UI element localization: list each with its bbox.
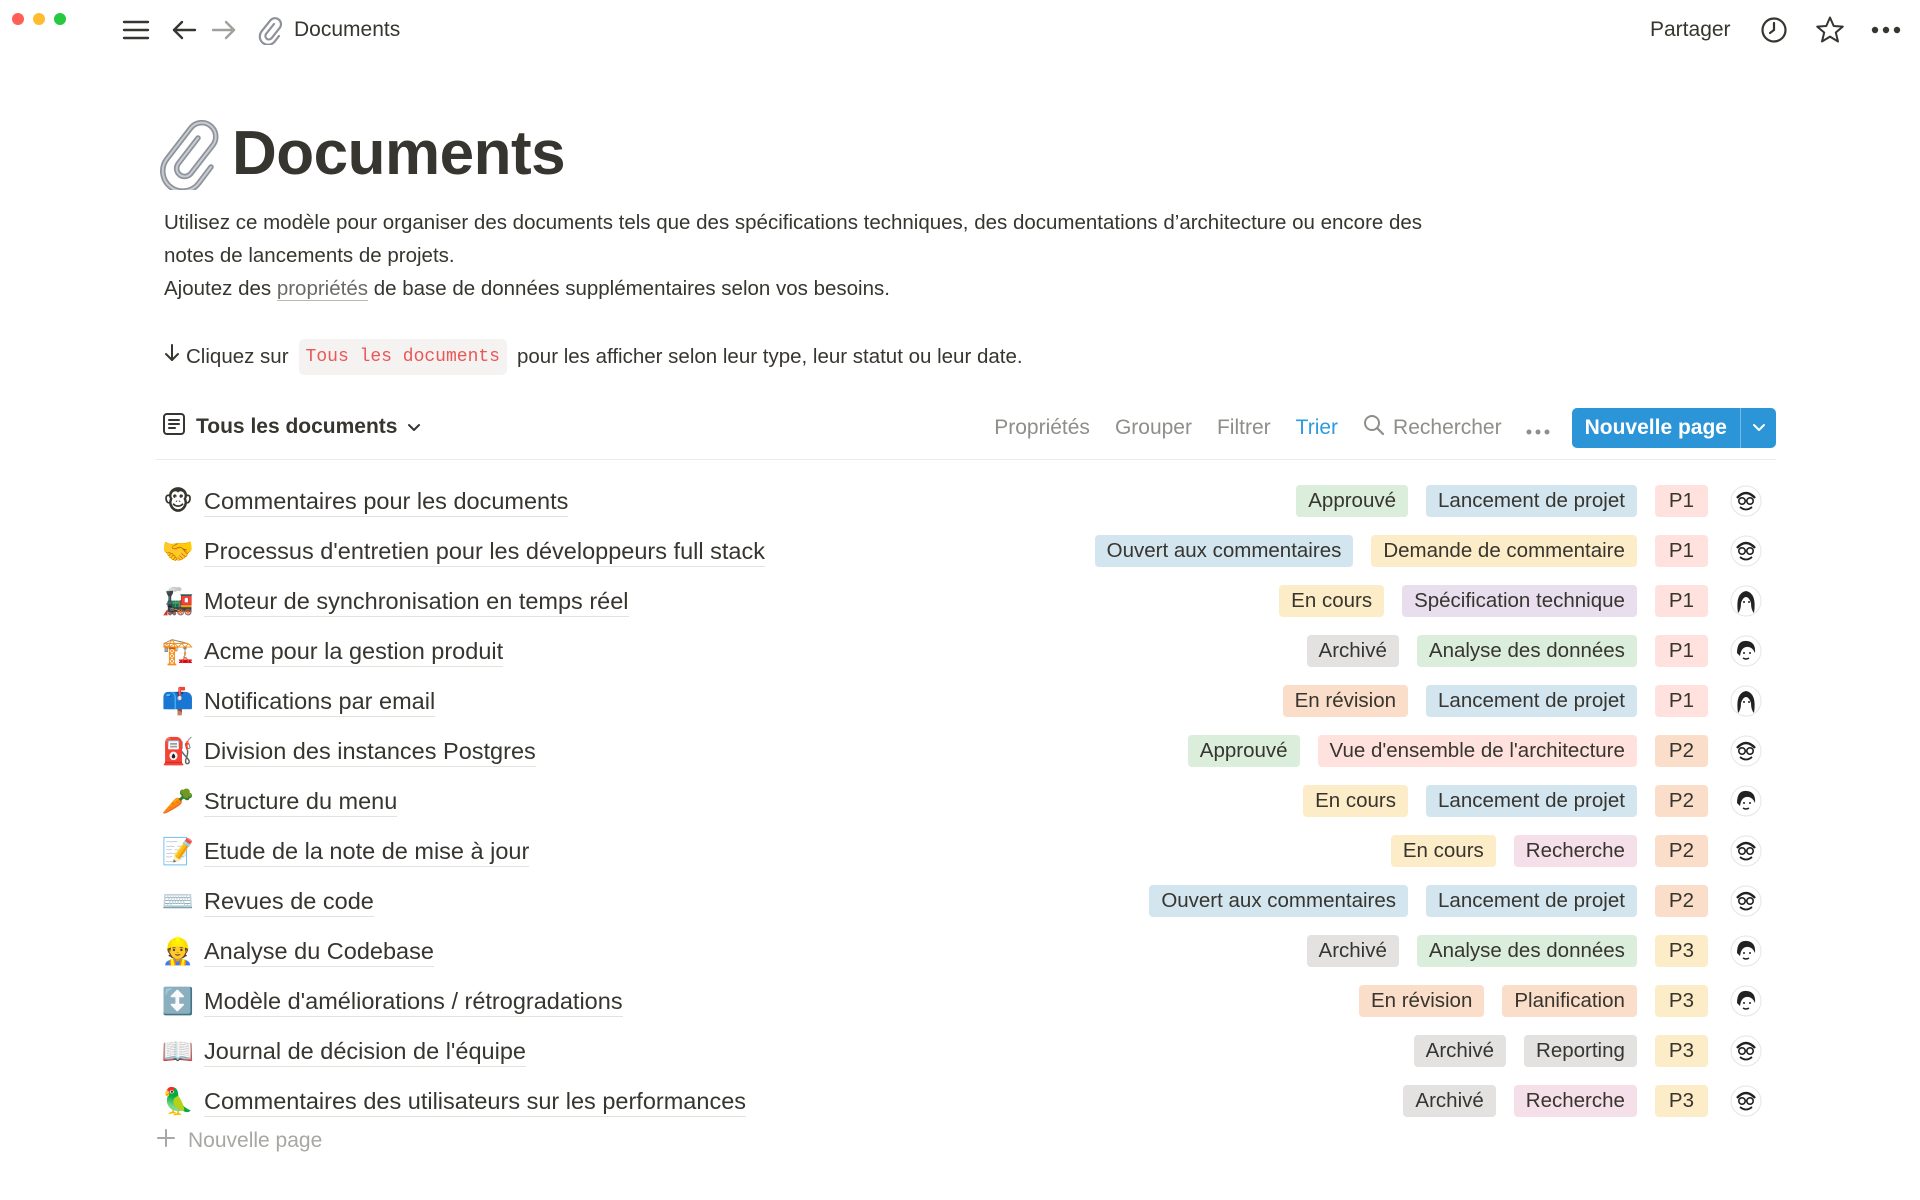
type-tag[interactable]: Recherche: [1514, 835, 1637, 867]
menu-icon[interactable]: [120, 14, 152, 46]
description-line-1: Utilisez ce modèle pour organiser des documents tels que des spécifications techniques, des documentations d’architecture ou encore des notes de lancements de projets.: [164, 211, 1423, 267]
page-emoji-icon[interactable]: 🦜: [161, 1086, 195, 1116]
status-tag[interactable]: En cours: [1279, 585, 1384, 617]
status-tag[interactable]: Ouvert aux commentaires: [1149, 885, 1408, 917]
new-page-button[interactable]: Nouvelle page: [1584, 416, 1727, 439]
description-text-before: Ajoutez des: [164, 277, 277, 300]
add-new-page-row[interactable]: [156, 1128, 322, 1154]
view-name: Tous les documents: [196, 415, 398, 438]
hint-text-after: pour les afficher selon leur type, leur statut ou leur date.: [516, 345, 1023, 368]
view-selector[interactable]: [162, 412, 421, 442]
type-tag[interactable]: Spécification technique: [1402, 585, 1637, 617]
status-tag[interactable]: En révision: [1283, 685, 1408, 717]
page-emoji-icon[interactable]: 🏗️: [161, 636, 195, 666]
new-page-dropdown-button[interactable]: [1740, 408, 1776, 448]
status-tag[interactable]: En cours: [1303, 785, 1408, 817]
view-tools: [969, 408, 1776, 448]
document-title[interactable]: Commentaires pour les documents: [204, 486, 568, 517]
star-icon[interactable]: [1814, 14, 1846, 46]
page-emoji-icon[interactable]: 🚂: [161, 586, 195, 616]
breadcrumb-title[interactable]: Documents: [294, 18, 401, 41]
back-arrow-icon[interactable]: [168, 14, 200, 46]
document-title[interactable]: Acme pour la gestion produit: [204, 636, 503, 667]
document-title[interactable]: Division des instances Postgres: [204, 736, 536, 767]
search-label: Rechercher: [1393, 416, 1502, 439]
page-emoji-icon[interactable]: 📝: [161, 836, 195, 866]
new-page-button-group: [1572, 408, 1776, 448]
avatar[interactable]: [1730, 1035, 1762, 1067]
row-properties: [1403, 1076, 1776, 1126]
row-properties: [1307, 926, 1776, 976]
row-properties: [1391, 826, 1776, 876]
avatar[interactable]: [1730, 735, 1762, 767]
forward-arrow-icon[interactable]: [208, 14, 240, 46]
avatar[interactable]: [1730, 1085, 1762, 1117]
more-icon[interactable]: [1870, 14, 1902, 46]
properties-link[interactable]: propriétés: [276, 277, 368, 300]
list-item[interactable]: [156, 576, 1776, 626]
window-minimize-button[interactable]: [33, 13, 45, 25]
page-emoji-icon[interactable]: ⛽: [161, 736, 195, 766]
page-title[interactable]: Documents: [232, 119, 566, 188]
status-tag[interactable]: Archivé: [1403, 1085, 1495, 1117]
view-more-icon[interactable]: [1526, 415, 1550, 441]
hint-text-before: Cliquez sur: [186, 345, 289, 368]
type-tag[interactable]: Demande de commentaire: [1371, 535, 1637, 567]
priority-tag[interactable]: P3: [1655, 1035, 1708, 1067]
list-item[interactable]: [156, 676, 1776, 726]
document-title[interactable]: Moteur de synchronisation en temps réel: [204, 586, 629, 617]
list-item[interactable]: [156, 626, 1776, 676]
avatar[interactable]: [1730, 885, 1762, 917]
properties-button[interactable]: Propriétés: [994, 416, 1090, 439]
row-properties: [1414, 1026, 1776, 1076]
type-tag[interactable]: Planification: [1502, 985, 1637, 1017]
type-tag[interactable]: Vue d'ensemble de l'architecture: [1318, 735, 1637, 767]
clock-icon[interactable]: [1758, 14, 1790, 46]
row-properties: [1279, 576, 1776, 626]
page-description[interactable]: [164, 206, 1424, 305]
page-emoji-icon[interactable]: 📫: [161, 686, 195, 716]
status-tag[interactable]: En révision: [1359, 985, 1484, 1017]
row-properties: [1095, 526, 1776, 576]
page-emoji-icon[interactable]: 🥕: [161, 786, 195, 816]
chevron-down-icon: [407, 415, 421, 439]
list-item[interactable]: [156, 876, 1776, 926]
type-tag[interactable]: Lancement de projet: [1426, 485, 1637, 517]
row-properties: [1149, 876, 1776, 926]
list-item[interactable]: [156, 526, 1776, 576]
arrow-down-icon: [164, 341, 180, 373]
type-tag[interactable]: Lancement de projet: [1426, 785, 1637, 817]
group-button[interactable]: Grouper: [1114, 416, 1192, 439]
priority-tag[interactable]: P1: [1655, 585, 1708, 617]
document-title[interactable]: Analyse du Codebase: [204, 936, 434, 967]
row-properties: [1303, 776, 1776, 826]
list-item[interactable]: [156, 476, 1776, 526]
page-emoji-icon[interactable]: 👷: [161, 936, 195, 966]
row-properties: [1283, 676, 1776, 726]
document-title[interactable]: Processus d'entretien pour les développeurs full stack: [204, 536, 765, 567]
document-title[interactable]: Structure du menu: [204, 786, 397, 817]
list-view-icon: [162, 412, 186, 442]
sort-button[interactable]: Trier: [1295, 416, 1339, 439]
type-tag[interactable]: Analyse des données: [1417, 935, 1637, 967]
page-emoji-icon[interactable]: ↕️: [161, 986, 195, 1016]
search-button[interactable]: [1363, 414, 1502, 442]
list-item[interactable]: [156, 1026, 1776, 1076]
type-tag[interactable]: Analyse des données: [1417, 635, 1637, 667]
list-item[interactable]: [156, 926, 1776, 976]
page-emoji-icon[interactable]: 📖: [161, 1036, 195, 1066]
documents-list: [156, 476, 1776, 1126]
avatar[interactable]: [1730, 685, 1762, 717]
status-tag[interactable]: Archivé: [1307, 935, 1399, 967]
row-properties: [1296, 476, 1776, 526]
list-item[interactable]: [156, 826, 1776, 876]
document-title[interactable]: Etude de la note de mise à jour: [204, 836, 529, 867]
list-item[interactable]: [156, 976, 1776, 1026]
priority-tag[interactable]: P2: [1655, 785, 1708, 817]
filter-button[interactable]: Filtrer: [1216, 416, 1271, 439]
priority-tag[interactable]: P2: [1655, 885, 1708, 917]
hint-line: [164, 339, 1023, 375]
priority-tag[interactable]: P3: [1655, 935, 1708, 967]
priority-tag[interactable]: P1: [1655, 485, 1708, 517]
type-tag[interactable]: Reporting: [1524, 1035, 1637, 1067]
list-item[interactable]: [156, 1076, 1776, 1126]
avatar[interactable]: [1730, 485, 1762, 517]
window-zoom-button[interactable]: [54, 13, 66, 25]
document-title[interactable]: Revues de code: [204, 886, 374, 917]
type-tag[interactable]: Recherche: [1514, 1085, 1637, 1117]
page-paperclip-icon[interactable]: [158, 120, 222, 190]
document-title[interactable]: Commentaires des utilisateurs sur les performances: [204, 1086, 746, 1117]
list-item[interactable]: [156, 776, 1776, 826]
row-properties: [1188, 726, 1776, 776]
priority-tag[interactable]: P1: [1655, 685, 1708, 717]
avatar[interactable]: [1730, 785, 1762, 817]
status-tag[interactable]: En cours: [1391, 835, 1496, 867]
inline-code: Tous les documents: [299, 339, 507, 375]
avatar[interactable]: [1730, 835, 1762, 867]
window-topbar: [0, 0, 1920, 60]
paperclip-icon: [254, 14, 286, 46]
chevron-down-icon: [1752, 423, 1766, 433]
list-item[interactable]: [156, 726, 1776, 776]
type-tag[interactable]: Lancement de projet: [1426, 885, 1637, 917]
row-properties: [1359, 976, 1776, 1026]
avatar[interactable]: [1730, 935, 1762, 967]
share-button[interactable]: Partager: [1650, 18, 1731, 41]
status-tag[interactable]: Archivé: [1414, 1035, 1506, 1067]
status-tag[interactable]: Approuvé: [1188, 735, 1300, 767]
row-properties: [1307, 626, 1776, 676]
database-view-bar: [156, 404, 1776, 460]
avatar[interactable]: [1730, 985, 1762, 1017]
document-title[interactable]: Journal de décision de l'équipe: [204, 1036, 526, 1067]
search-icon: [1363, 414, 1385, 442]
type-tag[interactable]: Lancement de projet: [1426, 685, 1637, 717]
plus-icon: [156, 1128, 176, 1154]
priority-tag[interactable]: P1: [1655, 535, 1708, 567]
avatar[interactable]: [1730, 535, 1762, 567]
avatar[interactable]: [1730, 585, 1762, 617]
priority-tag[interactable]: P2: [1655, 735, 1708, 767]
status-tag[interactable]: Archivé: [1307, 635, 1399, 667]
status-tag[interactable]: Approuvé: [1296, 485, 1408, 517]
document-title[interactable]: Modèle d'améliorations / rétrogradations: [204, 986, 623, 1017]
status-tag[interactable]: Ouvert aux commentaires: [1095, 535, 1354, 567]
priority-tag[interactable]: P1: [1655, 635, 1708, 667]
document-title[interactable]: Notifications par email: [204, 686, 435, 717]
priority-tag[interactable]: P3: [1655, 985, 1708, 1017]
page-emoji-icon[interactable]: 🤝: [161, 536, 195, 566]
window-close-button[interactable]: [12, 13, 24, 25]
avatar[interactable]: [1730, 635, 1762, 667]
page-emoji-icon[interactable]: ⌨️: [161, 886, 195, 916]
description-line-2: [164, 272, 1424, 305]
page-emoji-icon[interactable]: 🐵: [162, 486, 194, 516]
priority-tag[interactable]: P3: [1655, 1085, 1708, 1117]
description-text-after: de base de données supplémentaires selon vos besoins.: [368, 277, 890, 300]
priority-tag[interactable]: P2: [1655, 835, 1708, 867]
add-row-label: Nouvelle page: [188, 1129, 323, 1152]
